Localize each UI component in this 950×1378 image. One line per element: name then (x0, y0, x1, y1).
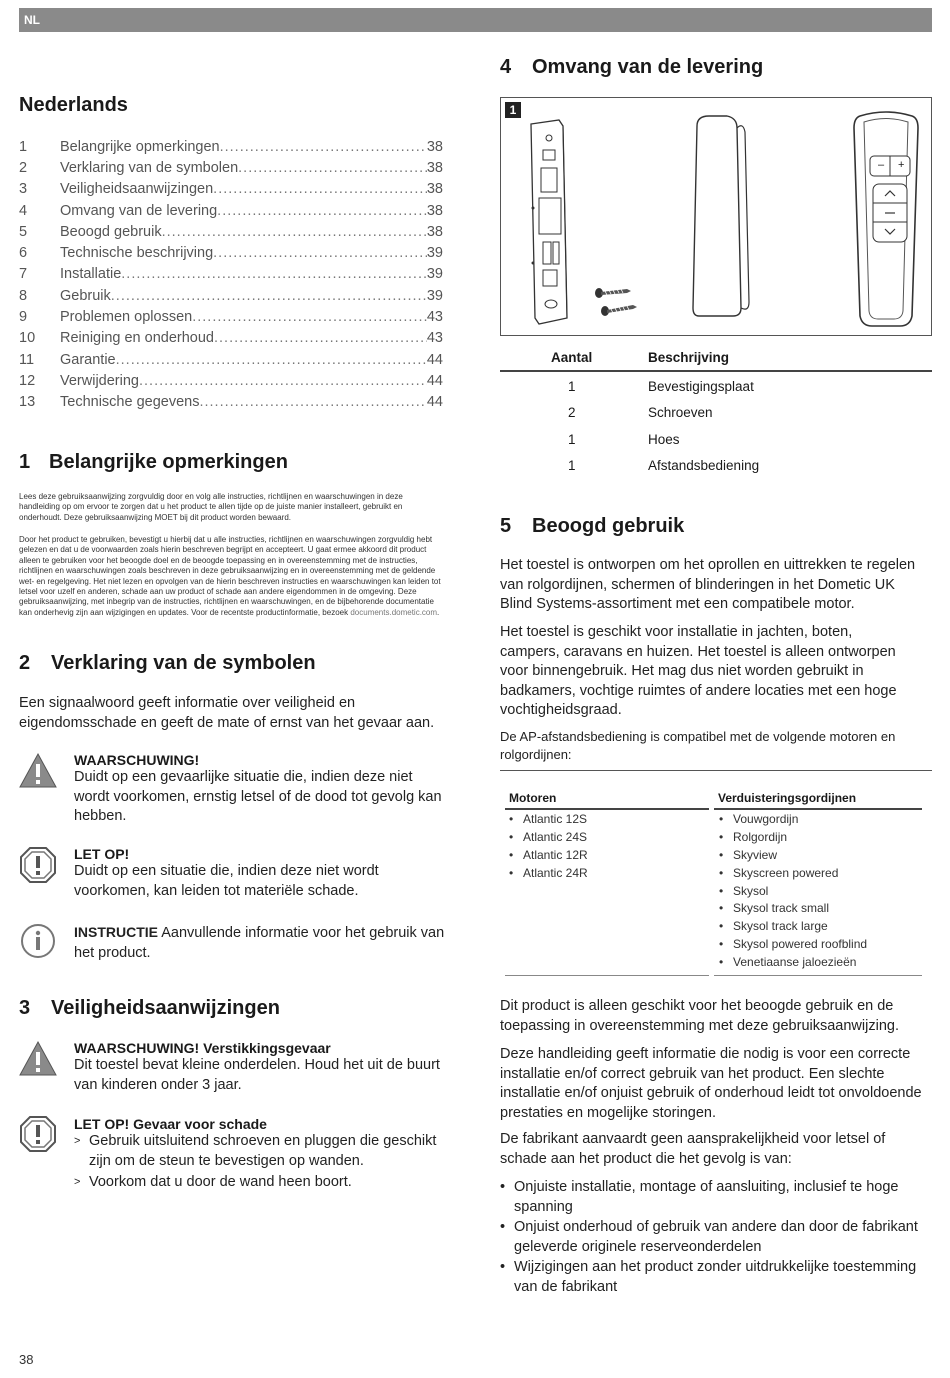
toc-entry-title: Technische beschrijving (60, 245, 214, 262)
toc-number: 10 (19, 330, 36, 347)
toc-row[interactable] (19, 349, 443, 370)
section-5-paragraph-3: De AP-afstandsbediening is compatibel met de volgende motoren en rolgordijnen: (500, 729, 896, 762)
desc-cell: Hoes (648, 431, 680, 447)
section-3-heading (19, 997, 280, 1020)
table-top-line (500, 770, 932, 771)
list-item: • Onjuiste installatie, montage of aansluiting, inclusief te hoge spanning (500, 1178, 920, 1217)
table-of-contents (19, 136, 443, 413)
section-2-number: 2 (19, 652, 31, 674)
language-bar (19, 8, 932, 32)
blinds-bottom-line (714, 975, 922, 976)
toc-page: 38 (426, 138, 443, 155)
toc-number: 13 (19, 394, 36, 411)
toc-row[interactable] (19, 285, 443, 306)
toc-page: 43 (426, 330, 443, 347)
toc-page: 39 (426, 245, 443, 262)
toc-entry-title: Problemen oplossen (60, 309, 193, 326)
section-1-paragraph-1: Lees deze gebruiksaanwijzing zorgvuldig door en volg alle instructies, richtlijnen en waarschuwingen in deze handleiding op om ervoor te zorgen dat u het product te allen tijde op de juiste manier installeert, gebruikt en onderhoudt. Deze gebruiksaanwijzing MOET bij dit product worden bewaard. (19, 492, 403, 522)
motors-header-line (505, 808, 709, 810)
list-item: • Onjuist onderhoud of gebruik van andere dan door de fabrikant geleverde originele reserveonderdelen (500, 1218, 920, 1257)
notice-title: LET OP! (74, 846, 130, 862)
desc-cell: Bevestigingsplaat (648, 378, 754, 394)
toc-entry-title: Reiniging en onderhoud (60, 330, 214, 347)
toc-row[interactable] (19, 328, 443, 349)
language-code: NL (24, 13, 40, 27)
toc-entry-title: Installatie (60, 266, 122, 283)
toc-page: 44 (426, 372, 443, 389)
toc-number: 1 (19, 138, 28, 155)
mounting-plate-illustration (519, 118, 579, 328)
toc-page: 44 (426, 351, 443, 368)
liability-list (500, 1178, 920, 1297)
toc-page: 43 (426, 309, 443, 326)
toc-row[interactable] (19, 370, 443, 391)
toc-dot-leader (121, 266, 427, 282)
toc-row[interactable] (19, 157, 443, 178)
list-item: • Wijzigingen aan het product zonder uitdrukkelijke toestemming van de fabrikant (500, 1258, 920, 1297)
delivery-table-body (500, 372, 932, 479)
list-item: • Skyview (719, 847, 867, 865)
choking-warning-block (74, 1040, 446, 1095)
list-item: • Atlantic 12R (509, 847, 588, 865)
toc-page: 38 (426, 181, 443, 198)
list-item: • Skysol powered roofblind (719, 936, 867, 954)
section-2-intro: Een signaalwoord geeft informatie over veiligheid en eigendomsschade en geeft de mate of ernst van het gevaar aan. (19, 695, 435, 731)
motors-header: Motoren (509, 791, 557, 805)
delivery-col-qty: Aantal (551, 349, 593, 365)
qty-cell: 2 (568, 405, 576, 421)
section-5-paragraph-1: Het toestel is ontworpen om het oprollen en uittrekken te regelen van rolgordijnen, schermen of blinderingen in het Dometic UK Blind Systems-assortiment met een compatibele motor. (500, 557, 916, 612)
info-text: Aanvullende informatie voor het gebruik van het product. (74, 925, 445, 961)
warning-triangle-icon (19, 1040, 57, 1078)
toc-dot-leader (220, 139, 427, 155)
table-row (500, 373, 932, 400)
cover-illustration (687, 112, 755, 322)
info-title: INSTRUCTIE (74, 924, 158, 940)
toc-dot-leader (139, 373, 427, 389)
toc-number: 11 (19, 351, 35, 368)
toc-row[interactable] (19, 306, 443, 327)
toc-dot-leader (213, 245, 427, 261)
toc-dot-leader (217, 203, 427, 219)
section-5-number: 5 (500, 515, 512, 537)
delivery-table-header (500, 344, 932, 372)
toc-row[interactable] (19, 179, 443, 200)
toc-number: 7 (19, 266, 28, 283)
list-item: • Skysol (719, 883, 867, 901)
toc-page: 38 (426, 159, 443, 176)
toc-page: 39 (426, 266, 443, 283)
notice-octagon-icon (19, 1115, 57, 1153)
toc-entry-title: Technische gegevens (60, 394, 200, 411)
remote-plus-label: + (898, 159, 905, 171)
list-item: > Voorkom dat u door de wand heen boort. (74, 1173, 446, 1193)
toc-entry-title: Veiligheidsaanwijzingen (60, 181, 214, 198)
toc-page: 38 (426, 223, 443, 240)
warning-title: WAARSCHUWING! (74, 752, 200, 768)
qty-cell: 1 (568, 431, 576, 447)
table-row (500, 426, 932, 453)
qty-cell: 1 (568, 378, 576, 394)
toc-row[interactable] (19, 242, 443, 263)
toc-dot-leader (238, 160, 427, 176)
remote-minus-label: – (878, 159, 885, 171)
figure-label: 1 (505, 102, 521, 118)
toc-row[interactable] (19, 392, 443, 413)
notice-octagon-icon (19, 846, 57, 884)
section-1-number: 1 (19, 451, 31, 473)
section-1-paragraph-2-end: . (437, 607, 440, 617)
toc-number: 4 (19, 202, 28, 219)
list-item: • Skysol track large (719, 918, 867, 936)
table-row (500, 400, 932, 427)
documents-link[interactable]: documents.dometic.com (350, 607, 438, 617)
toc-number: 2 (19, 159, 28, 176)
toc-row[interactable] (19, 200, 443, 221)
list-item: • Skyscreen powered (719, 865, 867, 883)
section-4-title: Omvang van de levering (532, 56, 764, 78)
toc-dot-leader (214, 330, 427, 346)
motors-list (509, 811, 588, 883)
toc-row[interactable] (19, 136, 443, 157)
section-4-heading (500, 56, 763, 79)
toc-number: 6 (19, 245, 28, 262)
list-item: • Venetiaanse jaloezieën (719, 954, 867, 972)
section-1-heading (19, 451, 288, 474)
damage-notice-block (74, 1116, 446, 1193)
section-1-title: Belangrijke opmerkingen (49, 451, 288, 473)
list-item: • Atlantic 24S (509, 829, 588, 847)
toc-number: 9 (19, 309, 28, 326)
section-3-title: Veiligheidsaanwijzingen (51, 997, 280, 1019)
toc-dot-leader (199, 394, 426, 410)
delivery-figure (500, 97, 932, 336)
section-5-paragraph-2: Het toestel is geschikt voor installatie in jachten, boten, campers, caravans en huizen. Het toestel is alleen ontworpen voor binnengebruik. Het mag dus niet worden gebruikt in badkamers, vochtige ruimtes of andere locaties met een hoge vochtigheidsgraad. (500, 624, 897, 718)
list-item: • Atlantic 24R (509, 865, 588, 883)
section-2-heading (19, 652, 316, 675)
screws-illustration (591, 283, 641, 323)
section-5-paragraph-6: De fabrikant aanvaardt geen aansprakelijkheid voor letsel of schade aan het product die het gevolg is van: (500, 1131, 886, 1167)
list-item: • Rolgordijn (719, 829, 867, 847)
list-item: • Atlantic 12S (509, 811, 588, 829)
toc-row[interactable] (19, 264, 443, 285)
toc-page: 39 (426, 287, 443, 304)
toc-dot-leader (192, 309, 427, 325)
blinds-list (719, 811, 867, 972)
desc-cell: Schroeven (648, 405, 713, 421)
toc-row[interactable] (19, 221, 443, 242)
section-5-heading (500, 515, 684, 538)
toc-dot-leader (213, 181, 427, 197)
section-5-title: Beoogd gebruik (532, 515, 685, 537)
toc-dot-leader (116, 352, 427, 368)
choking-warning-text: Dit toestel bevat kleine onderdelen. Houd het uit de buurt van kinderen onder 3 jaar. (74, 1057, 440, 1093)
blinds-header: Verduisteringsgordijnen (718, 791, 857, 805)
toc-title: Nederlands (19, 94, 128, 116)
motors-bottom-line (505, 975, 709, 976)
toc-entry-title: Gebruik (60, 287, 111, 304)
warning-block (74, 752, 446, 827)
qty-cell: 1 (568, 458, 576, 474)
list-item: • Vouwgordijn (719, 811, 867, 829)
toc-entry-title: Beoogd gebruik (60, 223, 162, 240)
choking-warning-title: WAARSCHUWING! Verstikkingsgevaar (74, 1040, 331, 1056)
toc-entry-title: Belangrijke opmerkingen (60, 138, 220, 155)
warning-text: Duidt op een gevaarlijke situatie die, indien deze niet wordt voorkomen, ernstig letsel of de dood tot gevolg kan hebben. (74, 769, 442, 824)
section-5-paragraph-4: Dit product is alleen geschikt voor het beoogde gebruik en de toepassing in overeenstemming met deze gebruiksaanwijzing. (500, 998, 899, 1034)
info-icon (19, 922, 57, 960)
toc-entry-title: Verwijdering (60, 372, 139, 389)
toc-page: 44 (426, 394, 443, 411)
section-1-paragraph-2-text: Door het product te gebruiken, bevestigt u hierbij dat u alle instructies, richtlijnen en waarschuwingen zorgvuldig hebt gelezen en dat u de voorwaarden zoals hierin beschreven begrijpt en accepteert. U gaat ermee akkoord dit product alleen te gebruiken voor het beoogde doel en de beoogde toepassing en in overeenstemming met de instructies, richtlijnen en waarschuwingen zoals beschreven in deze gebruiksaanwijzing en in overeenstemming met de geldende wet- en regelgeving. Het niet lezen en opvolgen van de hierin beschreven instructies en waarschuwingen kan leiden tot letsel voor uzelf en anderen, schade aan uw product of schade aan andere eigendommen in de omgeving. Deze gebruiksaanwijzing, met inbegrip van de instructies, richtlijnen en waarschuwingen, en de bijbehorende documentatie kan onderhevig zijn aan wijzigingen en updates. Voor de recentste productinformatie, bezoek (19, 535, 441, 617)
section-2-title: Verklaring van de symbolen (51, 652, 316, 674)
remote-control-illustration (846, 106, 926, 332)
toc-dot-leader (111, 288, 427, 304)
notice-block (74, 846, 446, 901)
toc-page: 38 (426, 202, 443, 219)
toc-entry-title: Omvang van de levering (60, 202, 218, 219)
section-3-number: 3 (19, 997, 31, 1019)
page-number: 38 (19, 1352, 34, 1367)
notice-text: Duidt op een situatie die, indien deze niet wordt voorkomen, kan leiden tot materiële schade. (74, 863, 379, 899)
compatibility-table (500, 770, 932, 980)
delivery-table (500, 344, 932, 479)
section-4-number: 4 (500, 56, 512, 78)
damage-notice-list (74, 1132, 446, 1193)
toc-dot-leader (162, 224, 427, 240)
toc-number: 8 (19, 287, 28, 304)
toc-number: 3 (19, 181, 28, 198)
info-block (74, 923, 446, 963)
section-1-paragraph-2 (19, 535, 447, 618)
delivery-col-desc: Beschrijving (648, 349, 730, 365)
list-item: • Skysol track small (719, 900, 867, 918)
toc-entry-title: Verklaring van de symbolen (60, 159, 239, 176)
toc-number: 12 (19, 372, 36, 389)
desc-cell: Afstandsbediening (648, 458, 760, 474)
section-5-paragraph-5: Deze handleiding geeft informatie die nodig is voor een correcte installatie en/of correct gebruik van het product. Een slechte installatie en/of onjuist gebruik of onderhoud leidt tot onvoldoende prestaties en mogelijke storingen. (500, 1046, 922, 1121)
table-row (500, 453, 932, 480)
warning-triangle-icon (19, 752, 57, 790)
toc-number: 5 (19, 223, 28, 240)
blinds-header-line (714, 808, 922, 810)
damage-notice-title: LET OP! Gevaar voor schade (74, 1116, 267, 1132)
list-item: > Gebruik uitsluitend schroeven en pluggen die geschikt zijn om de steun te bevestigen op wanden. (74, 1132, 446, 1171)
toc-entry-title: Garantie (60, 351, 116, 368)
